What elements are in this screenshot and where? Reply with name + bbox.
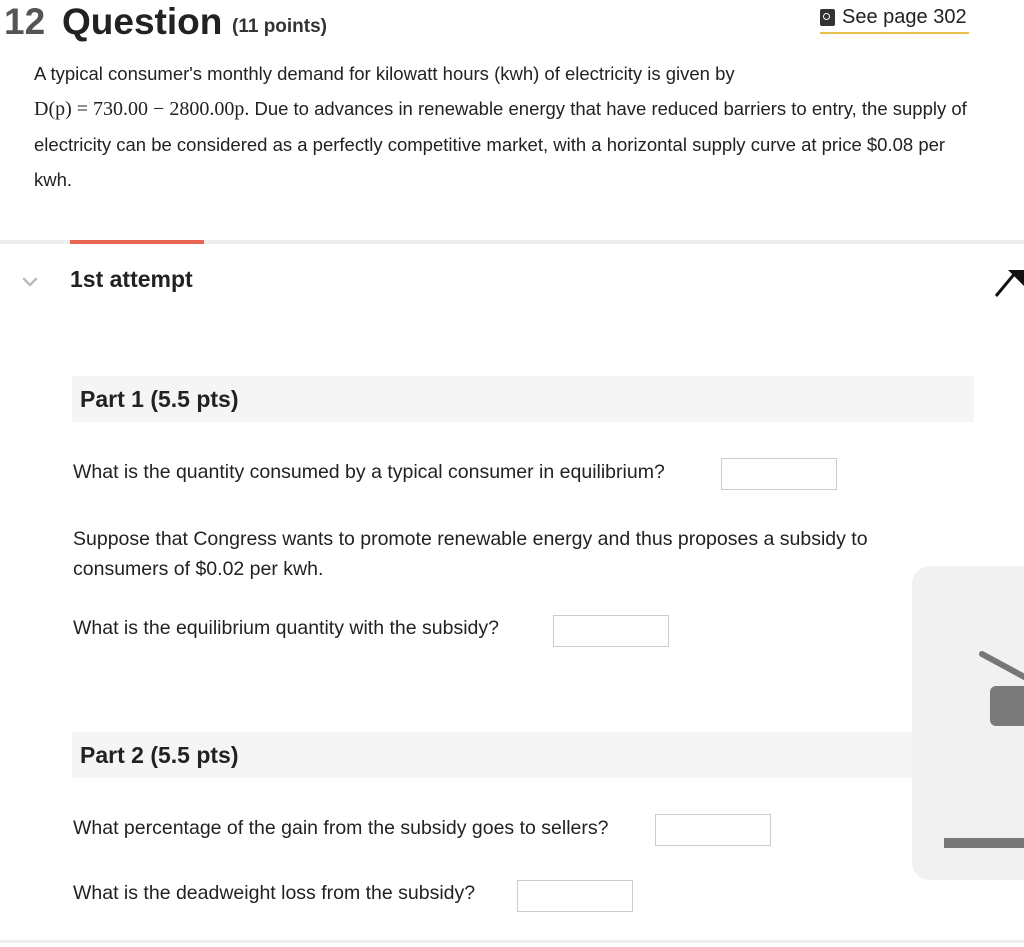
prompt-body-text: Due to advances in renewable energy that have reduced barriers to entry, the supply of electricity can be considered as a perfectly competitive market, with a horizontal supply curve at price $0.08 per kwh.: [34, 98, 967, 190]
part-2-question-1: What percentage of the gain from the subsidy goes to sellers?: [73, 817, 609, 839]
question-prompt: [34, 56, 974, 197]
subsidy-description: Suppose that Congress wants to promote renewable energy and thus proposes a subsidy to consumers of $0.02 per kwh.: [73, 528, 868, 580]
question-label: Question: [62, 1, 223, 42]
tool-icon: [990, 686, 1024, 726]
equilibrium-quantity-input[interactable]: [721, 458, 837, 490]
pen-icon: [978, 648, 1024, 688]
subsidy-quantity-input[interactable]: [553, 615, 669, 647]
see-page-link[interactable]: [820, 2, 969, 34]
question-number: 12: [4, 1, 46, 42]
part-1-question-2: What is the equilibrium quantity with the subsidy?: [73, 617, 499, 639]
arrow-icon[interactable]: [994, 266, 1024, 300]
slider-track: [944, 838, 1024, 848]
part-2-question-2: What is the deadweight loss from the subsidy?: [73, 882, 476, 904]
part-2-header: [72, 732, 974, 778]
question-points: (11 points): [232, 16, 328, 37]
seller-gain-percentage-input[interactable]: [655, 814, 771, 846]
book-icon: [820, 9, 835, 26]
part-1-title: Part 1 (5.5 pts): [80, 386, 239, 412]
see-page-label: See page 302: [842, 5, 967, 28]
bottom-divider: [0, 940, 1024, 943]
part-2-title: Part 2 (5.5 pts): [80, 742, 239, 768]
part-1-question-1: What is the quantity consumed by a typical consumer in equilibrium?: [73, 461, 665, 483]
chevron-down-icon[interactable]: [22, 276, 38, 288]
deadweight-loss-input[interactable]: [517, 880, 633, 912]
attempt-tab-indicator: [70, 240, 204, 244]
prompt-line-1: A typical consumer's monthly demand for kilowatt hours (kwh) of electricity is given by: [34, 63, 735, 84]
prompt-body: [34, 91, 974, 197]
attempt-title: 1st attempt: [70, 266, 193, 292]
demand-formula: D(p) = 730.00 − 2800.00p.: [34, 98, 250, 120]
part-1-header: [72, 376, 974, 422]
